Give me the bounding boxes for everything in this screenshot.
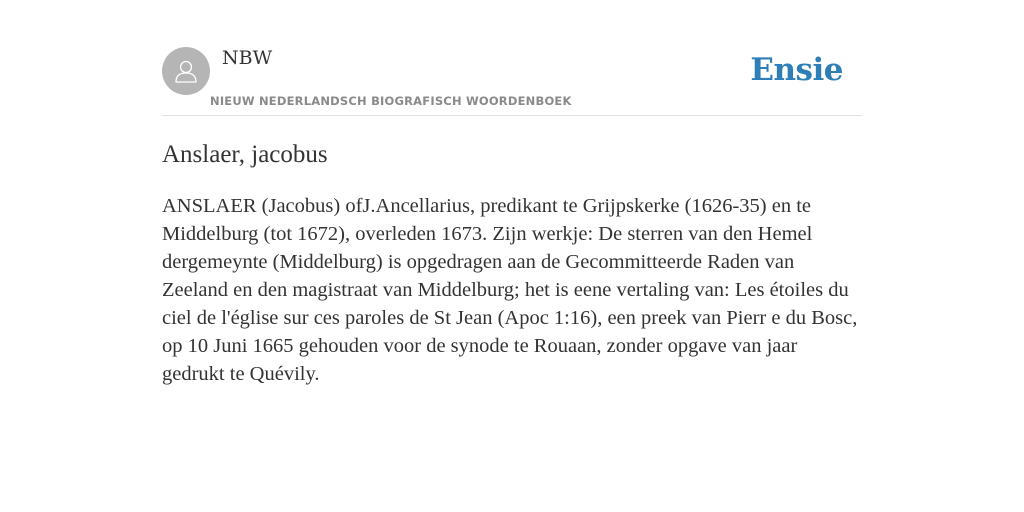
entry-title: Anslaer, jacobus (162, 141, 328, 168)
entry-card (162, 0, 862, 385)
source-name[interactable]: NBW (222, 47, 273, 69)
source-full-name: NIEUW NEDERLANDSCH BIOGRAFISCH WOORDENBOEK (210, 94, 572, 108)
source-avatar[interactable] (162, 47, 210, 95)
user-icon (171, 56, 201, 86)
entry-header (162, 0, 862, 116)
brand-logo[interactable]: Ensie (750, 52, 843, 88)
entry-body: ANSLAER (Jacobus) ofJ.Ancellarius, predikant te Grijpskerke (1626-35) en te Middelburg (tot 1672), overleden 1673. Zijn werkje: De sterren van den Hemel dergemeynte (Middelburg) is opgedragen aan de Gecommitteerde Raden van Zeeland en den magistraat van Middelburg; het is eene vertaling van: Les étoiles du ciel de l'église sur ces paroles de St Jean (Apoc 1:16), een preek van Pierr e du Bosc, op 10 Juni 1665 gehouden voor de synode te Rouaan, zonder opgave van jaar gedrukt te Quévily. (162, 195, 858, 385)
